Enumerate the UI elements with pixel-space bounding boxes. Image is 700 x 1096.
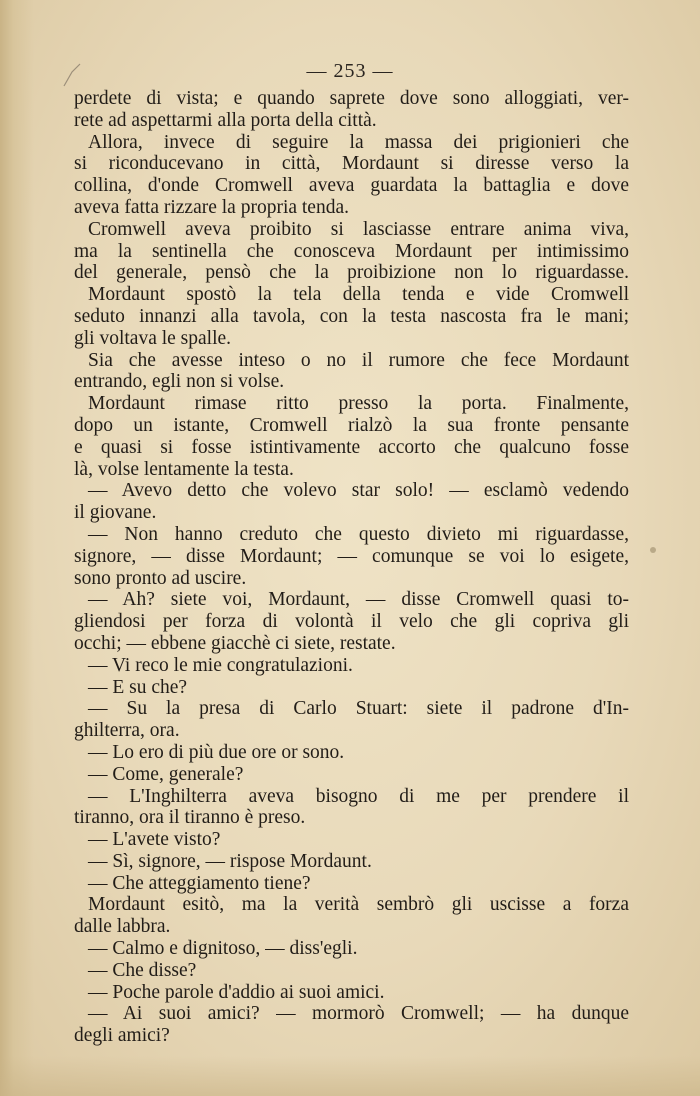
- text-line: Cromwell aveva proibito si lasciasse entrare anima viva,: [88, 218, 629, 240]
- text-line: — L'avete visto?: [88, 829, 221, 851]
- text-line: degli amici?: [74, 1025, 170, 1047]
- text-line: perdete di vista; e quando saprete dove sono alloggiati, ver-: [74, 88, 629, 109]
- text-line: — Che atteggiamento tiene?: [88, 872, 311, 894]
- text-line: aveva fatta rizzare la propria tenda.: [74, 196, 349, 218]
- text-line: — Poche parole d'addio ai suoi amici.: [88, 981, 385, 1003]
- text-line: gli voltava le spalle.: [74, 327, 232, 349]
- text-line: — Sì, signore, — rispose Mordaunt.: [88, 850, 372, 872]
- page-number: — 253 —: [306, 60, 394, 82]
- text-line: collina, d'onde Cromwell aveva guardata la battaglia e dove: [74, 175, 629, 197]
- text-line: sono pronto ad uscire.: [74, 567, 247, 589]
- text-line: ma la sentinella che conosceva Mordaunt per intimissimo: [74, 240, 629, 262]
- text-line: — Che disse?: [88, 959, 197, 981]
- text-line: entrando, egli non si volse.: [74, 371, 285, 393]
- text-line: e quasi si fosse istintivamente accorto che qualcuno fosse: [74, 436, 629, 458]
- text-line: rete ad aspettarmi alla porta della città.: [74, 109, 377, 131]
- text-line: — Ai suoi amici? — mormorò Cromwell; — ha dunque: [88, 1003, 629, 1025]
- text-line: Mordaunt esitò, ma la verità sembrò gli uscisse a forza: [88, 894, 629, 916]
- text-line: Allora, invece di seguire la massa dei prigionieri che: [88, 131, 629, 153]
- text-line: — E su che?: [88, 676, 188, 698]
- text-line: del generale, pensò che la proibizione non lo riguardasse.: [74, 262, 629, 284]
- text-line: Mordaunt spostò la tela della tenda e vide Cromwell: [88, 284, 629, 306]
- text-line: — Avevo detto che volevo star solo! — esclamò vedendo: [88, 480, 629, 502]
- text-line: — Come, generale?: [88, 763, 244, 785]
- text-line: — L'Inghilterra aveva bisogno di me per prendere il: [88, 785, 629, 807]
- text-line: Sia che avesse inteso o no il rumore che fece Mordaunt: [88, 349, 629, 371]
- text-line: — Vi reco le mie congratulazioni.: [88, 654, 353, 676]
- text-line: tiranno, ora il tiranno è preso.: [74, 807, 306, 829]
- page-bottom-shadow: [0, 1056, 700, 1096]
- text-line: signore, — disse Mordaunt; — comunque se voi lo esigete,: [74, 545, 629, 567]
- text-line: — Calmo e dignitoso, — diss'egli.: [88, 938, 358, 960]
- text-line: — Lo ero di più due ore or sono.: [88, 741, 345, 763]
- text-line: il giovane.: [74, 502, 157, 524]
- text-line: seduto innanzi alla tavola, con la testa nascosta fra le mani;: [74, 305, 629, 327]
- text-line: dalle labbra.: [74, 916, 171, 938]
- body-text: [74, 88, 629, 1047]
- text-line: là, volse lentamente la testa.: [74, 458, 294, 480]
- text-line: dopo un istante, Cromwell rialzò la sua fronte pensante: [74, 414, 629, 436]
- text-line: — Su la presa di Carlo Stuart: siete il padrone d'In-: [88, 698, 629, 720]
- page-edge-shadow: [0, 0, 34, 1096]
- text-line: — Non hanno creduto che questo divieto mi riguardasse,: [88, 523, 629, 545]
- text-line: gliendosi per forza di volontà il velo che gli copriva gli: [74, 611, 629, 633]
- text-line: occhi; — ebbene giacchè ci siete, restate.: [74, 632, 396, 654]
- paper-speck: [650, 547, 656, 553]
- text-line: Mordaunt rimase ritto presso la porta. Finalmente,: [88, 393, 629, 415]
- text-line: — Ah? siete voi, Mordaunt, — disse Cromwell quasi to-: [88, 589, 629, 611]
- text-line: si riconducevano in città, Mordaunt si diresse verso la: [74, 153, 629, 175]
- text-line: ghilterra, ora.: [74, 720, 180, 742]
